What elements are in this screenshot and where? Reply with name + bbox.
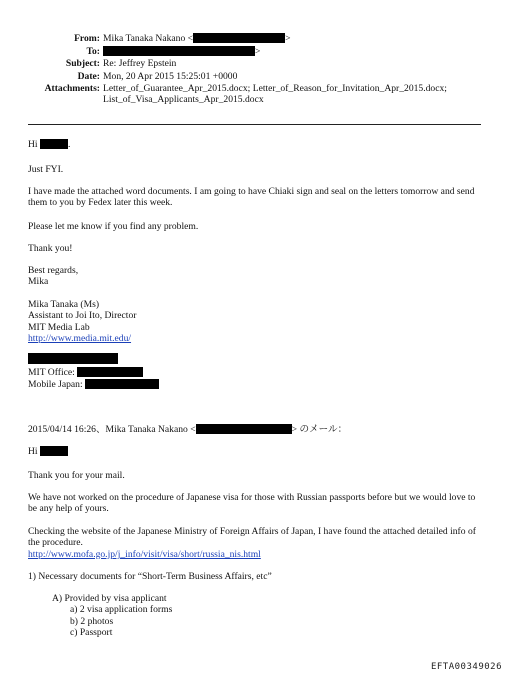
body-paragraph-1: I have made the attached word documents. I am going to have Chiaki sign and seal on the letters tomorrow and send them to you by Fedex later this week. — [28, 186, 475, 209]
from-row — [0, 33, 512, 44]
to-close: > — [255, 45, 261, 57]
redaction-bar — [40, 139, 68, 149]
subject-row — [0, 58, 512, 69]
regards-name: Mika — [28, 276, 49, 288]
quoted-greeting: Hi — [28, 446, 38, 457]
to-row — [0, 46, 512, 57]
quoted-header-suffix: > のメール： — [291, 424, 348, 435]
signature-title: Assistant to Joi Ito, Director — [28, 310, 137, 322]
greeting-line: Hi . — [28, 139, 71, 150]
quoted-header — [28, 424, 483, 435]
mit-office-label: MIT Office: — [28, 367, 75, 379]
body-paragraph-2: Please let me know if you find any problem. — [28, 221, 199, 232]
from-close: > — [285, 33, 291, 44]
greeting: Hi — [28, 139, 38, 150]
signature-org: MIT Media Lab — [28, 321, 90, 333]
subject-label: Subject: — [65, 58, 100, 69]
document-list — [52, 593, 472, 638]
list-subheading: A) Provided by visa applicant — [52, 593, 167, 604]
attachment-line-1[interactable]: Letter_of_Guarantee_Apr_2015.docx; Letter_of_Reason_for_Invitation_Apr_2015.docx; — [103, 83, 447, 94]
redaction-bar — [193, 33, 285, 43]
quoted-greeting-line — [28, 446, 483, 457]
date-row — [0, 71, 512, 82]
signature — [28, 299, 483, 344]
list-item: a) 2 visa application forms — [70, 604, 173, 616]
date-label: Date: — [77, 70, 100, 82]
mobile-japan-label: Mobile Japan: — [28, 378, 83, 390]
redaction-bar — [28, 353, 118, 364]
closing — [28, 265, 483, 288]
contact-block — [28, 353, 483, 390]
quoted-paragraph-1: We have not worked on the procedure of Japanese visa for those with Russian passports before but we would love to be any help of yours. — [28, 492, 476, 515]
from-label: From: — [74, 33, 100, 44]
attachments-row — [0, 83, 512, 106]
attachments-label: Attachments: — [44, 83, 100, 94]
thanks-text: Thank you! — [28, 243, 73, 254]
mofa-link[interactable]: http://www.mofa.go.jp/j_info/visit/visa/short/russia_nis.html — [28, 549, 261, 560]
quoted-header-prefix: 2015/04/14 16:26、Mika Tanaka Nakano < — [28, 424, 196, 435]
subject-value: Re: Jeffrey Epstein — [103, 58, 177, 69]
attachment-line-2[interactable]: List_of_Visa_Applicants_Apr_2015.docx — [103, 94, 264, 106]
redaction-bar — [85, 379, 159, 389]
date-value: Mon, 20 Apr 2015 15:25:01 +0000 — [103, 70, 238, 82]
redaction-bar — [103, 46, 255, 56]
quoted-paragraph-2: Checking the website of the Japanese Ministry of Foreign Affairs of Japan, I have found the attached detailed info of the procedure. — [28, 526, 476, 549]
list-item: c) Passport — [70, 626, 113, 638]
quoted-thanks: Thank you for your mail. — [28, 470, 125, 481]
document-id: EFTA00349026 — [430, 662, 502, 672]
from-value: Mika Tanaka Nakano < — [103, 33, 194, 44]
email-header — [0, 33, 512, 107]
regards-text: Best regards, — [28, 265, 79, 276]
signature-name: Mika Tanaka (Ms) — [28, 299, 100, 310]
to-label: To: — [86, 45, 100, 57]
signature-link[interactable]: http://www.media.mit.edu/ — [28, 332, 132, 344]
redaction-bar — [40, 446, 68, 456]
fyi-text: Just FYI. — [28, 164, 64, 175]
redaction-bar — [77, 367, 143, 377]
list-heading: 1) Necessary documents for “Short-Term Business Affairs, etc” — [28, 571, 272, 582]
quoted-link-line — [28, 549, 483, 560]
header-divider — [28, 124, 481, 125]
redaction-bar — [196, 424, 292, 434]
list-item: b) 2 photos — [70, 615, 114, 627]
